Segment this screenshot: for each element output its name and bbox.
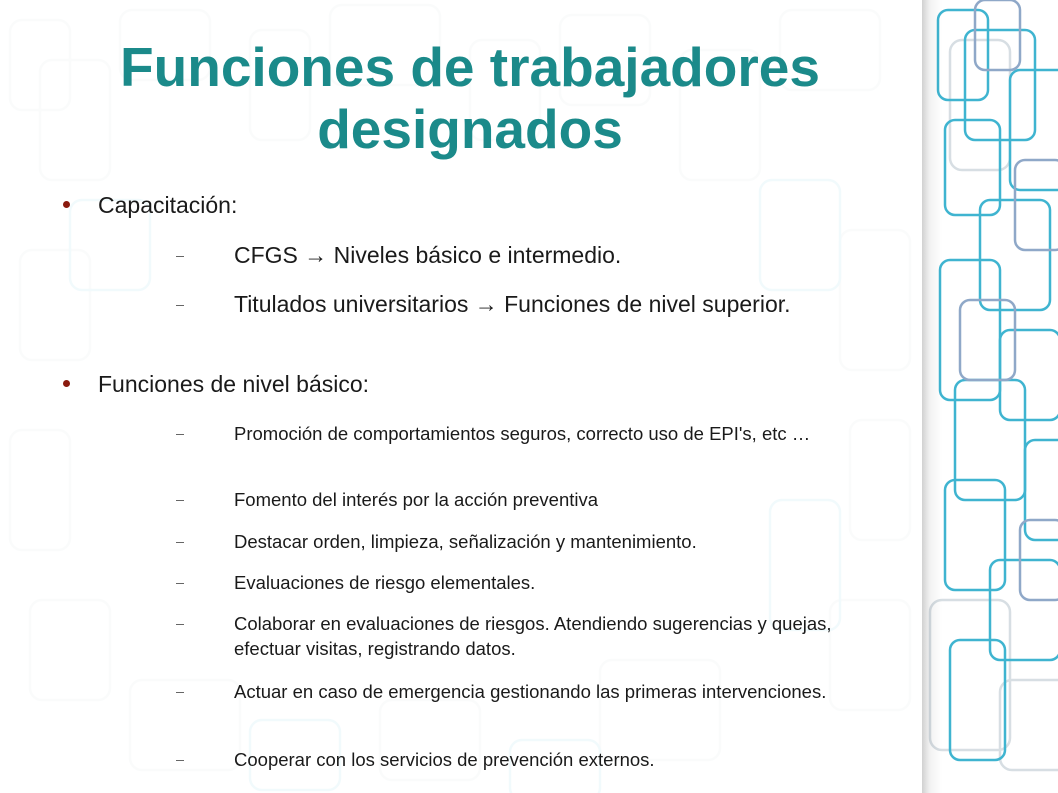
sub-item xyxy=(234,421,846,446)
sub-item-text: Destacar orden, limpieza, señalización y mantenimiento. xyxy=(234,531,697,552)
sub-item-text: Colaborar en evaluaciones de riesgos. Atendiendo sugerencias y quejas, efectuar visitas, registrando datos. xyxy=(234,613,832,659)
sub-item xyxy=(234,290,844,319)
sub-item xyxy=(234,747,846,772)
sub-item xyxy=(234,241,844,270)
dash-icon xyxy=(176,760,184,761)
bullet-capacitacion xyxy=(98,191,237,219)
sub-item xyxy=(234,611,846,661)
sub-item-text: Evaluaciones de riesgo elementales. xyxy=(234,572,536,593)
title-line-1: Funciones de trabajadores xyxy=(120,36,820,98)
bullet-funciones-basico xyxy=(98,370,369,398)
sub-item-text: Cooperar con los servicios de prevención externos. xyxy=(234,749,655,770)
dash-icon xyxy=(176,624,184,625)
dash-icon xyxy=(176,256,184,257)
dash-icon xyxy=(176,305,184,306)
sub-item-text: Titulados universitarios → Funciones de nivel superior. xyxy=(234,291,791,317)
sub-item-text: Actuar en caso de emergencia gestionando las primeras intervenciones. xyxy=(234,681,827,702)
slide-title xyxy=(60,36,880,160)
bullet-dot-icon xyxy=(63,201,70,208)
bullet-dot-icon xyxy=(63,380,70,387)
dash-icon xyxy=(176,500,184,501)
sub-item xyxy=(234,679,846,704)
sub-item xyxy=(234,529,846,554)
bullet-text: Capacitación: xyxy=(98,192,238,218)
dash-icon xyxy=(176,542,184,543)
title-line-2: designados xyxy=(317,98,623,160)
dash-icon xyxy=(176,692,184,693)
sub-item-text: Fomento del interés por la acción preventiva xyxy=(234,489,599,510)
sheet-shadow xyxy=(922,0,942,793)
sub-item xyxy=(234,570,846,595)
sub-item-text: CFGS → Niveles básico e intermedio. xyxy=(234,242,622,268)
dash-icon xyxy=(176,434,184,435)
sub-item-text: Promoción de comportamientos seguros, correcto uso de EPI's, etc … xyxy=(234,423,811,444)
sub-item xyxy=(234,487,846,512)
bullet-text: Funciones de nivel básico: xyxy=(98,371,370,397)
dash-icon xyxy=(176,583,184,584)
